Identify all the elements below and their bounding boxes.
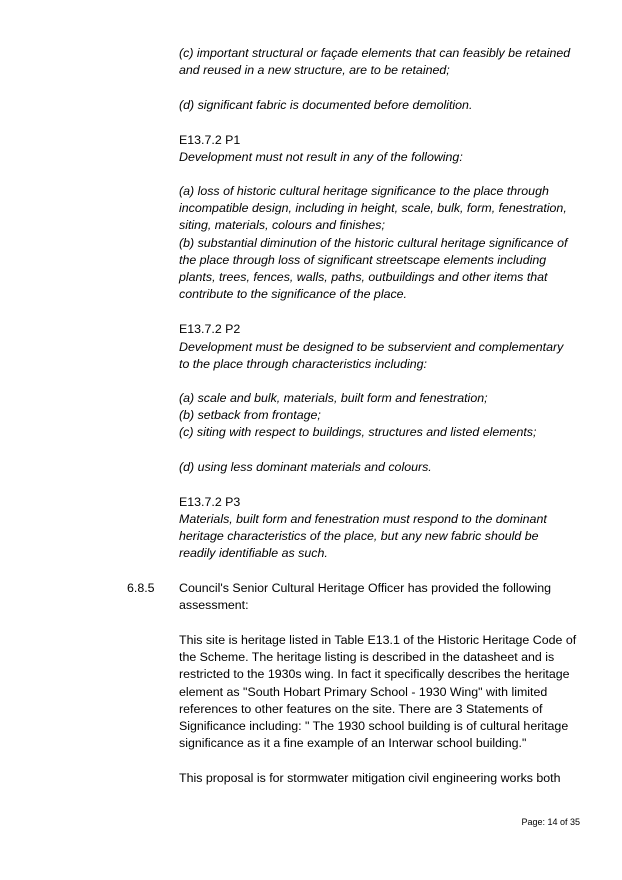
- assessment-paragraph: This site is heritage listed in Table E13.1 of the Historic Heritage Code of the Scheme. The heritage listing is described in the datasheet and is restricted to the 1930s wing. In fact it specifically describes the heritage element as "South Hobart Primary School - 1930 Wing" with limited references to other features on the site. There are 3 Statements of Significance including: " The 1930 school building is of cultural heritage significance as it a fine example of an Interwar school building.": [179, 633, 577, 751]
- section-6-8-5-intro: Council's Senior Cultural Heritage Officer has provided the following assessment:: [179, 581, 551, 613]
- p2-clause-d: (d) using less dominant materials and colours.: [179, 460, 432, 474]
- clause-c-structural-elements: (c) important structural or façade elements that can feasibly be retained and reused in a new structure, are to be retained;: [179, 46, 571, 78]
- heading-e13-7-2-p1: E13.7.2 P1: [179, 133, 241, 147]
- heading-e13-7-2-p3: E13.7.2 P3: [179, 495, 241, 509]
- p3-text: Materials, built form and fenestration must respond to the dominant heritage characteristics of the place, but any new fabric should be readily identifiable as such.: [179, 512, 547, 561]
- section-number: 6.8.5: [127, 581, 155, 595]
- heading-e13-7-2-p2: E13.7.2 P2: [179, 322, 241, 336]
- page-number: Page: 14 of 35: [521, 817, 580, 827]
- p2-clauses-a-c: (a) scale and bulk, materials, built form and fenestration; (b) setback from frontage; (c) siting with respect to buildings, structures and listed elements;: [179, 391, 537, 440]
- p2-intro: Development must be designed to be subservient and complementary to the place through characteristics including:: [179, 340, 564, 372]
- p1-clauses-a-b: (a) loss of historic cultural heritage significance to the place through incompatible design, including in height, scale, bulk, form, fenestration, siting, materials, colours and finishes; (b) substantial diminution of the historic cultural heritage significance of the place through loss of significant streetscape elements including plants, trees, fences, walls, paths, outbuildings and other items that contribute to the significance of the place.: [179, 184, 568, 302]
- p1-intro: Development must not result in any of the following:: [179, 150, 463, 164]
- clause-d-fabric-documented: (d) significant fabric is documented before demolition.: [179, 98, 473, 112]
- proposal-paragraph: This proposal is for stormwater mitigation civil engineering works both: [179, 771, 561, 785]
